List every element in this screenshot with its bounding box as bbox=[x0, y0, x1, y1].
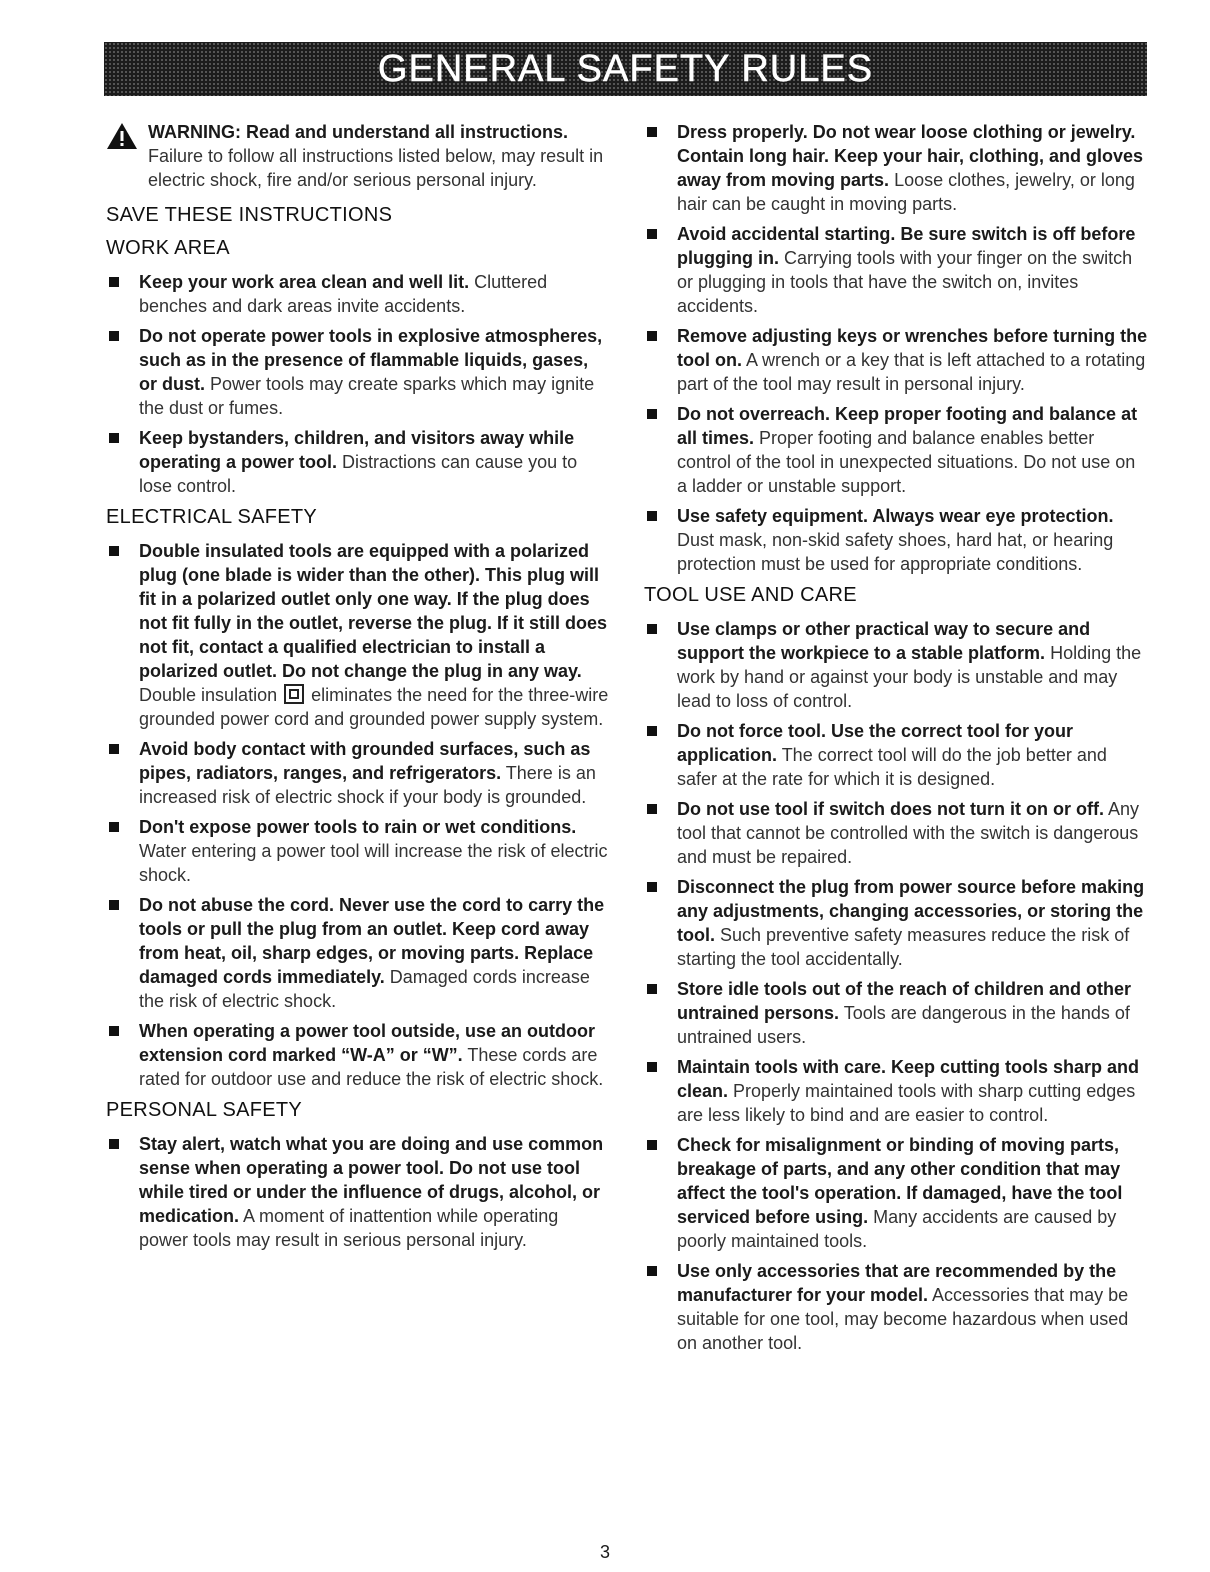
rule-text: Double insulation bbox=[139, 685, 278, 705]
bullet-icon bbox=[647, 1140, 657, 1150]
list-item bbox=[106, 1019, 610, 1091]
bullet-icon bbox=[109, 277, 119, 287]
bullet-icon bbox=[647, 804, 657, 814]
rule-text: Tools are dangerous in the hands of untrained users. bbox=[677, 1003, 1130, 1047]
rule-text: Accessories that may be suitable for one tool, may become hazardous when used on another tool. bbox=[677, 1285, 1129, 1353]
title-banner bbox=[104, 42, 1147, 96]
bullet-icon bbox=[647, 984, 657, 994]
list-item bbox=[644, 1055, 1148, 1127]
rule-title: Avoid accidental starting. Be sure switch is off before plugging in. bbox=[677, 224, 1136, 268]
rule-title: Disconnect the plug from power source before making any adjustments, changing accessories, or storing the tool. bbox=[677, 877, 1145, 945]
rule-title: Don't expose power tools to rain or wet conditions. bbox=[139, 817, 577, 837]
rule-text: Holding the work by hand or against your body is unstable and may lead to loss of control. bbox=[677, 643, 1142, 711]
page-number: 3 bbox=[599, 1542, 610, 1562]
rule-text: A wrench or a key that is left attached to a rotating part of the tool may result in personal injury. bbox=[677, 350, 1146, 394]
rule-title: Double insulated tools are equipped with a polarized plug (one blade is wider than the other). This plug will fit in a polarized outlet only one way. If the plug does not fit fully in the outlet, reverse the plug. If it still does not fit, contact a qualified electrician to install a polarized outlet. Do not change the plug in any way. bbox=[139, 541, 608, 681]
list-item bbox=[644, 402, 1148, 498]
rule-title: Use safety equipment. Always wear eye protection. bbox=[677, 506, 1114, 526]
rule-text: Many accidents are caused by poorly maintained tools. bbox=[677, 1207, 1117, 1251]
rule-title: Use clamps or other practical way to secure and support the workpiece to a stable platform. bbox=[677, 619, 1091, 663]
list-item bbox=[644, 504, 1148, 576]
list-item bbox=[644, 977, 1148, 1049]
bullet-icon bbox=[647, 331, 657, 341]
list-item bbox=[644, 1259, 1148, 1355]
warning-label: WARNING: Read and understand all instructions. bbox=[148, 122, 569, 142]
rule-title: Check for misalignment or binding of moving parts, breakage of parts, and any other condition that may affect the tool's operation. If damaged, have the tool serviced before using. bbox=[677, 1135, 1123, 1227]
rule-title: Avoid body contact with grounded surfaces, such as pipes, radiators, ranges, and refrigerators. bbox=[139, 739, 591, 783]
list-item bbox=[106, 815, 610, 887]
list-item bbox=[644, 324, 1148, 396]
rule-title: Store idle tools out of the reach of children and other untrained persons. bbox=[677, 979, 1132, 1023]
rule-title: Dress properly. Do not wear loose clothing or jewelry. Contain long hair. Keep your hair, clothing, and gloves away from moving parts. bbox=[677, 122, 1144, 190]
rule-text: Any tool that cannot be controlled with the switch is dangerous and must be repaired. bbox=[677, 799, 1139, 867]
list-item bbox=[106, 893, 610, 1013]
rule-text: eliminates the need for the three-wire grounded power cord and grounded power supply system. bbox=[139, 685, 609, 729]
rule-title: Keep bystanders, children, and visitors away while operating a power tool. bbox=[139, 428, 575, 472]
list-item bbox=[106, 270, 610, 318]
bullet-icon bbox=[109, 1026, 119, 1036]
rule-title: When operating a power tool outside, use an outdoor extension cord marked “W-A” or “W”. bbox=[139, 1021, 596, 1065]
rule-title: Do not operate power tools in explosive atmospheres, such as in the presence of flammable liquids, gases, or dust. bbox=[139, 326, 603, 394]
list-item bbox=[644, 617, 1148, 713]
rule-text: Loose clothes, jewelry, or long hair can be caught in moving parts. bbox=[677, 170, 1135, 214]
bullet-icon bbox=[647, 229, 657, 239]
list-item bbox=[106, 426, 610, 498]
rule-text: These cords are rated for outdoor use and reduce the risk of electric shock. bbox=[139, 1045, 604, 1089]
bullet-icon bbox=[109, 546, 119, 556]
bullet-icon bbox=[647, 1062, 657, 1072]
bullet-icon bbox=[647, 726, 657, 736]
bullet-icon bbox=[647, 1266, 657, 1276]
rule-text: There is an increased risk of electric shock if your body is grounded. bbox=[139, 763, 596, 807]
list-item bbox=[106, 737, 610, 809]
list-item bbox=[106, 1132, 610, 1252]
list-item bbox=[644, 797, 1148, 869]
list-item bbox=[644, 719, 1148, 791]
rule-text: A moment of inattention while operating power tools may result in serious personal injury. bbox=[139, 1206, 559, 1250]
work-area-heading: WORK AREA bbox=[106, 237, 230, 259]
bullet-icon bbox=[647, 882, 657, 892]
electrical-safety-heading: ELECTRICAL SAFETY bbox=[106, 506, 318, 528]
bullet-icon bbox=[109, 433, 119, 443]
rule-text: Carrying tools with your finger on the switch or plugging in tools that have the switch on, invites accidents. bbox=[677, 248, 1133, 316]
rule-text: Power tools may create sparks which may ignite the dust or fumes. bbox=[139, 374, 595, 418]
bullet-icon bbox=[647, 409, 657, 419]
list-item bbox=[644, 875, 1148, 971]
rule-title: Do not overreach. Keep proper footing and balance at all times. bbox=[677, 404, 1138, 448]
bullet-icon bbox=[647, 624, 657, 634]
rule-title: Do not abuse the cord. Never use the cord to carry the tools or pull the plug from an outlet. Keep cord away from heat, oil, sharp edges, or moving parts. Replace damaged cords immediately. bbox=[139, 895, 605, 987]
tool-use-heading: TOOL USE AND CARE bbox=[644, 584, 857, 606]
rule-text: Cluttered benches and dark areas invite accidents. bbox=[139, 272, 548, 316]
list-item bbox=[106, 539, 610, 731]
left-column bbox=[106, 120, 610, 1258]
rule-title: Do not force tool. Use the correct tool for your application. bbox=[677, 721, 1074, 765]
rule-title: Do not use tool if switch does not turn it on or off. bbox=[677, 799, 1104, 819]
page-title: GENERAL SAFETY RULES bbox=[377, 47, 874, 90]
bullet-icon bbox=[109, 822, 119, 832]
rule-text: Water entering a power tool will increase the risk of electric shock. bbox=[139, 841, 608, 885]
list-item bbox=[644, 222, 1148, 318]
personal-safety-heading: PERSONAL SAFETY bbox=[106, 1099, 303, 1121]
bullet-icon bbox=[109, 900, 119, 910]
warning-triangle-icon bbox=[106, 122, 138, 150]
rule-title: Maintain tools with care. Keep cutting tools sharp and clean. bbox=[677, 1057, 1140, 1101]
rule-text: Proper footing and balance enables better control of the tool in unexpected situations. Do not use on a ladder or unstable support. bbox=[677, 428, 1136, 496]
rule-text: The correct tool will do the job better and safer at the rate for which it is designed. bbox=[677, 745, 1107, 789]
bullet-icon bbox=[647, 511, 657, 521]
rule-text: Dust mask, non-skid safety shoes, hard hat, or hearing protection must be used for appropriate conditions. bbox=[677, 530, 1114, 574]
rule-title: Remove adjusting keys or wrenches before turning the tool on. bbox=[677, 326, 1148, 370]
right-column bbox=[644, 120, 1148, 1361]
list-item bbox=[644, 1133, 1148, 1253]
bullet-icon bbox=[647, 127, 657, 137]
rule-title: Stay alert, watch what you are doing and use common sense when operating a power tool. Do not use tool while tired or under the influence of drugs, alcohol, or medication. bbox=[139, 1134, 604, 1226]
rule-title: Use only accessories that are recommended by the manufacturer for your model. bbox=[677, 1261, 1117, 1305]
rule-text: Distractions can cause you to lose control. bbox=[139, 452, 578, 496]
list-item bbox=[644, 120, 1148, 216]
rule-text: Properly maintained tools with sharp cutting edges are less likely to bind and are easier to control. bbox=[677, 1081, 1136, 1125]
double-insulation-icon bbox=[284, 684, 304, 704]
warning-text: Failure to follow all instructions listed below, may result in electric shock, fire and/or serious personal injury. bbox=[148, 146, 604, 190]
warning-block bbox=[106, 120, 610, 192]
rule-text: Damaged cords increase the risk of electric shock. bbox=[139, 967, 590, 1011]
save-instructions-heading: SAVE THESE INSTRUCTIONS bbox=[106, 204, 393, 226]
bullet-icon bbox=[109, 1139, 119, 1149]
bullet-icon bbox=[109, 744, 119, 754]
rule-text: Such preventive safety measures reduce the risk of starting the tool accidentally. bbox=[677, 925, 1130, 969]
bullet-icon bbox=[109, 331, 119, 341]
list-item bbox=[106, 324, 610, 420]
rule-title: Keep your work area clean and well lit. bbox=[139, 272, 470, 292]
